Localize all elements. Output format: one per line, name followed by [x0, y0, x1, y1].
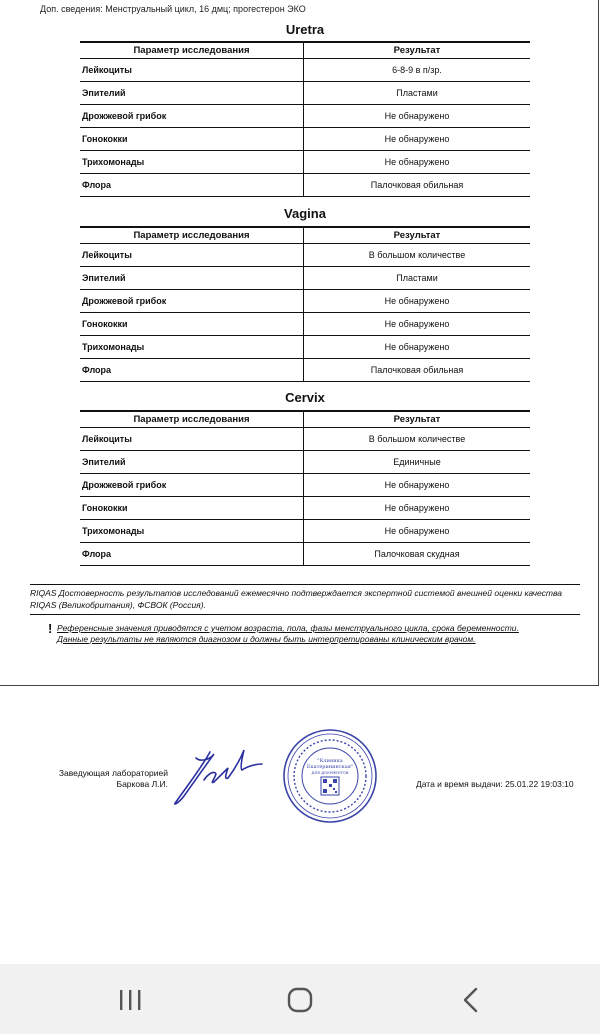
result-cell: Не обнаружено [304, 336, 531, 359]
param-cell: Гонококки [80, 497, 304, 520]
handwritten-signature [170, 740, 265, 810]
param-cell: Дрожжевой грибок [80, 290, 304, 313]
table-row [80, 497, 530, 520]
table-row [80, 267, 530, 290]
riqas-statement: RIQAS Достоверность результатов исследований ежемесячно подтверждается экспертной системой внешней оценки качества RIQAS (Великобритания), ФСВОК (Россия). [30, 584, 580, 615]
table-row [80, 244, 530, 267]
signatory-name: Баркова Л.И. [116, 779, 168, 789]
table-row [80, 474, 530, 497]
result-cell: Не обнаружено [304, 474, 531, 497]
section-title-vagina: Vagina [284, 206, 326, 221]
param-cell: Трихомонады [80, 151, 304, 174]
home-icon[interactable] [280, 986, 320, 1016]
result-cell: Пластами [304, 267, 531, 290]
param-cell: Флора [80, 359, 304, 382]
table-row [80, 105, 530, 128]
signatory [50, 768, 168, 790]
table-row [80, 151, 530, 174]
clinic-stamp [282, 728, 378, 824]
param-cell: Лейкоциты [80, 244, 304, 267]
param-cell: Дрожжевой грибок [80, 105, 304, 128]
result-cell: Палочковая обильная [304, 359, 531, 382]
result-cell: В большом количестве [304, 428, 531, 451]
column-header-param: Параметр исследования [80, 227, 304, 244]
param-cell: Гонококки [80, 313, 304, 336]
disclaimer-line-1: Референсные значения приводятся с учетом возраста, пола, фазы менструального цикла, срока беременности. [57, 623, 519, 633]
table-row [80, 359, 530, 382]
section-title-cervix: Cervix [285, 390, 325, 405]
table-row [80, 82, 530, 105]
issue-datetime: Дата и время выдачи: 25.01.22 19:03:10 [416, 779, 574, 789]
extra-info: Доп. сведения: Менструальный цикл, 16 дмц; прогестерон ЭКО [40, 4, 306, 14]
param-cell: Трихомонады [80, 520, 304, 543]
result-cell: Не обнаружено [304, 290, 531, 313]
result-cell: Не обнаружено [304, 151, 531, 174]
result-cell: Пластами [304, 82, 531, 105]
disclaimer-line-2: Данные результаты не являются диагнозом и должны быть интерпретированы клиническим врачом. [57, 634, 476, 644]
results-table-uretra [80, 41, 530, 197]
param-cell: Гонококки [80, 128, 304, 151]
result-cell: Не обнаружено [304, 313, 531, 336]
param-cell: Эпителий [80, 451, 304, 474]
result-cell: В большом количестве [304, 244, 531, 267]
back-icon[interactable] [452, 986, 492, 1016]
result-cell: Не обнаружено [304, 520, 531, 543]
result-cell: Палочковая скудная [304, 543, 531, 566]
column-header-param: Параметр исследования [80, 42, 304, 59]
table-row [80, 543, 530, 566]
stamp-line-1: "Клиника [317, 758, 343, 764]
table-row [80, 520, 530, 543]
result-cell: Не обнаружено [304, 497, 531, 520]
column-header-result: Результат [304, 411, 531, 428]
table-row [80, 428, 530, 451]
results-table-cervix [80, 410, 530, 566]
result-cell: Палочковая обильная [304, 174, 531, 197]
results-table-vagina [80, 226, 530, 382]
section-title-uretra: Uretra [285, 22, 325, 37]
result-cell: Единичные [304, 451, 531, 474]
stamp-line-3: ДЛЯ ДОКУМЕНТОВ [311, 770, 349, 775]
table-row [80, 336, 530, 359]
table-row [80, 290, 530, 313]
disclaimer-notes [48, 623, 519, 645]
param-cell: Флора [80, 174, 304, 197]
param-cell: Лейкоциты [80, 428, 304, 451]
result-cell: Не обнаружено [304, 128, 531, 151]
android-navigation-bar [0, 964, 600, 1034]
stamp-line-2: Екатерининская" [306, 764, 354, 770]
param-cell: Флора [80, 543, 304, 566]
param-cell: Эпителий [80, 267, 304, 290]
signatory-role: Заведующая лабораторией [58, 768, 168, 778]
table-row [80, 128, 530, 151]
column-header-result: Результат [304, 42, 531, 59]
exclamation-icon: ! [48, 621, 53, 636]
column-header-param: Параметр исследования [80, 411, 304, 428]
column-header-result: Результат [304, 227, 531, 244]
param-cell: Лейкоциты [80, 59, 304, 82]
result-cell: 6-8-9 в п/зр. [304, 59, 531, 82]
table-row [80, 59, 530, 82]
recent-apps-icon[interactable] [110, 986, 150, 1016]
qr-code-icon [321, 777, 339, 795]
param-cell: Дрожжевой грибок [80, 474, 304, 497]
table-row [80, 313, 530, 336]
table-row [80, 451, 530, 474]
table-row [80, 174, 530, 197]
param-cell: Трихомонады [80, 336, 304, 359]
param-cell: Эпителий [80, 82, 304, 105]
result-cell: Не обнаружено [304, 105, 531, 128]
